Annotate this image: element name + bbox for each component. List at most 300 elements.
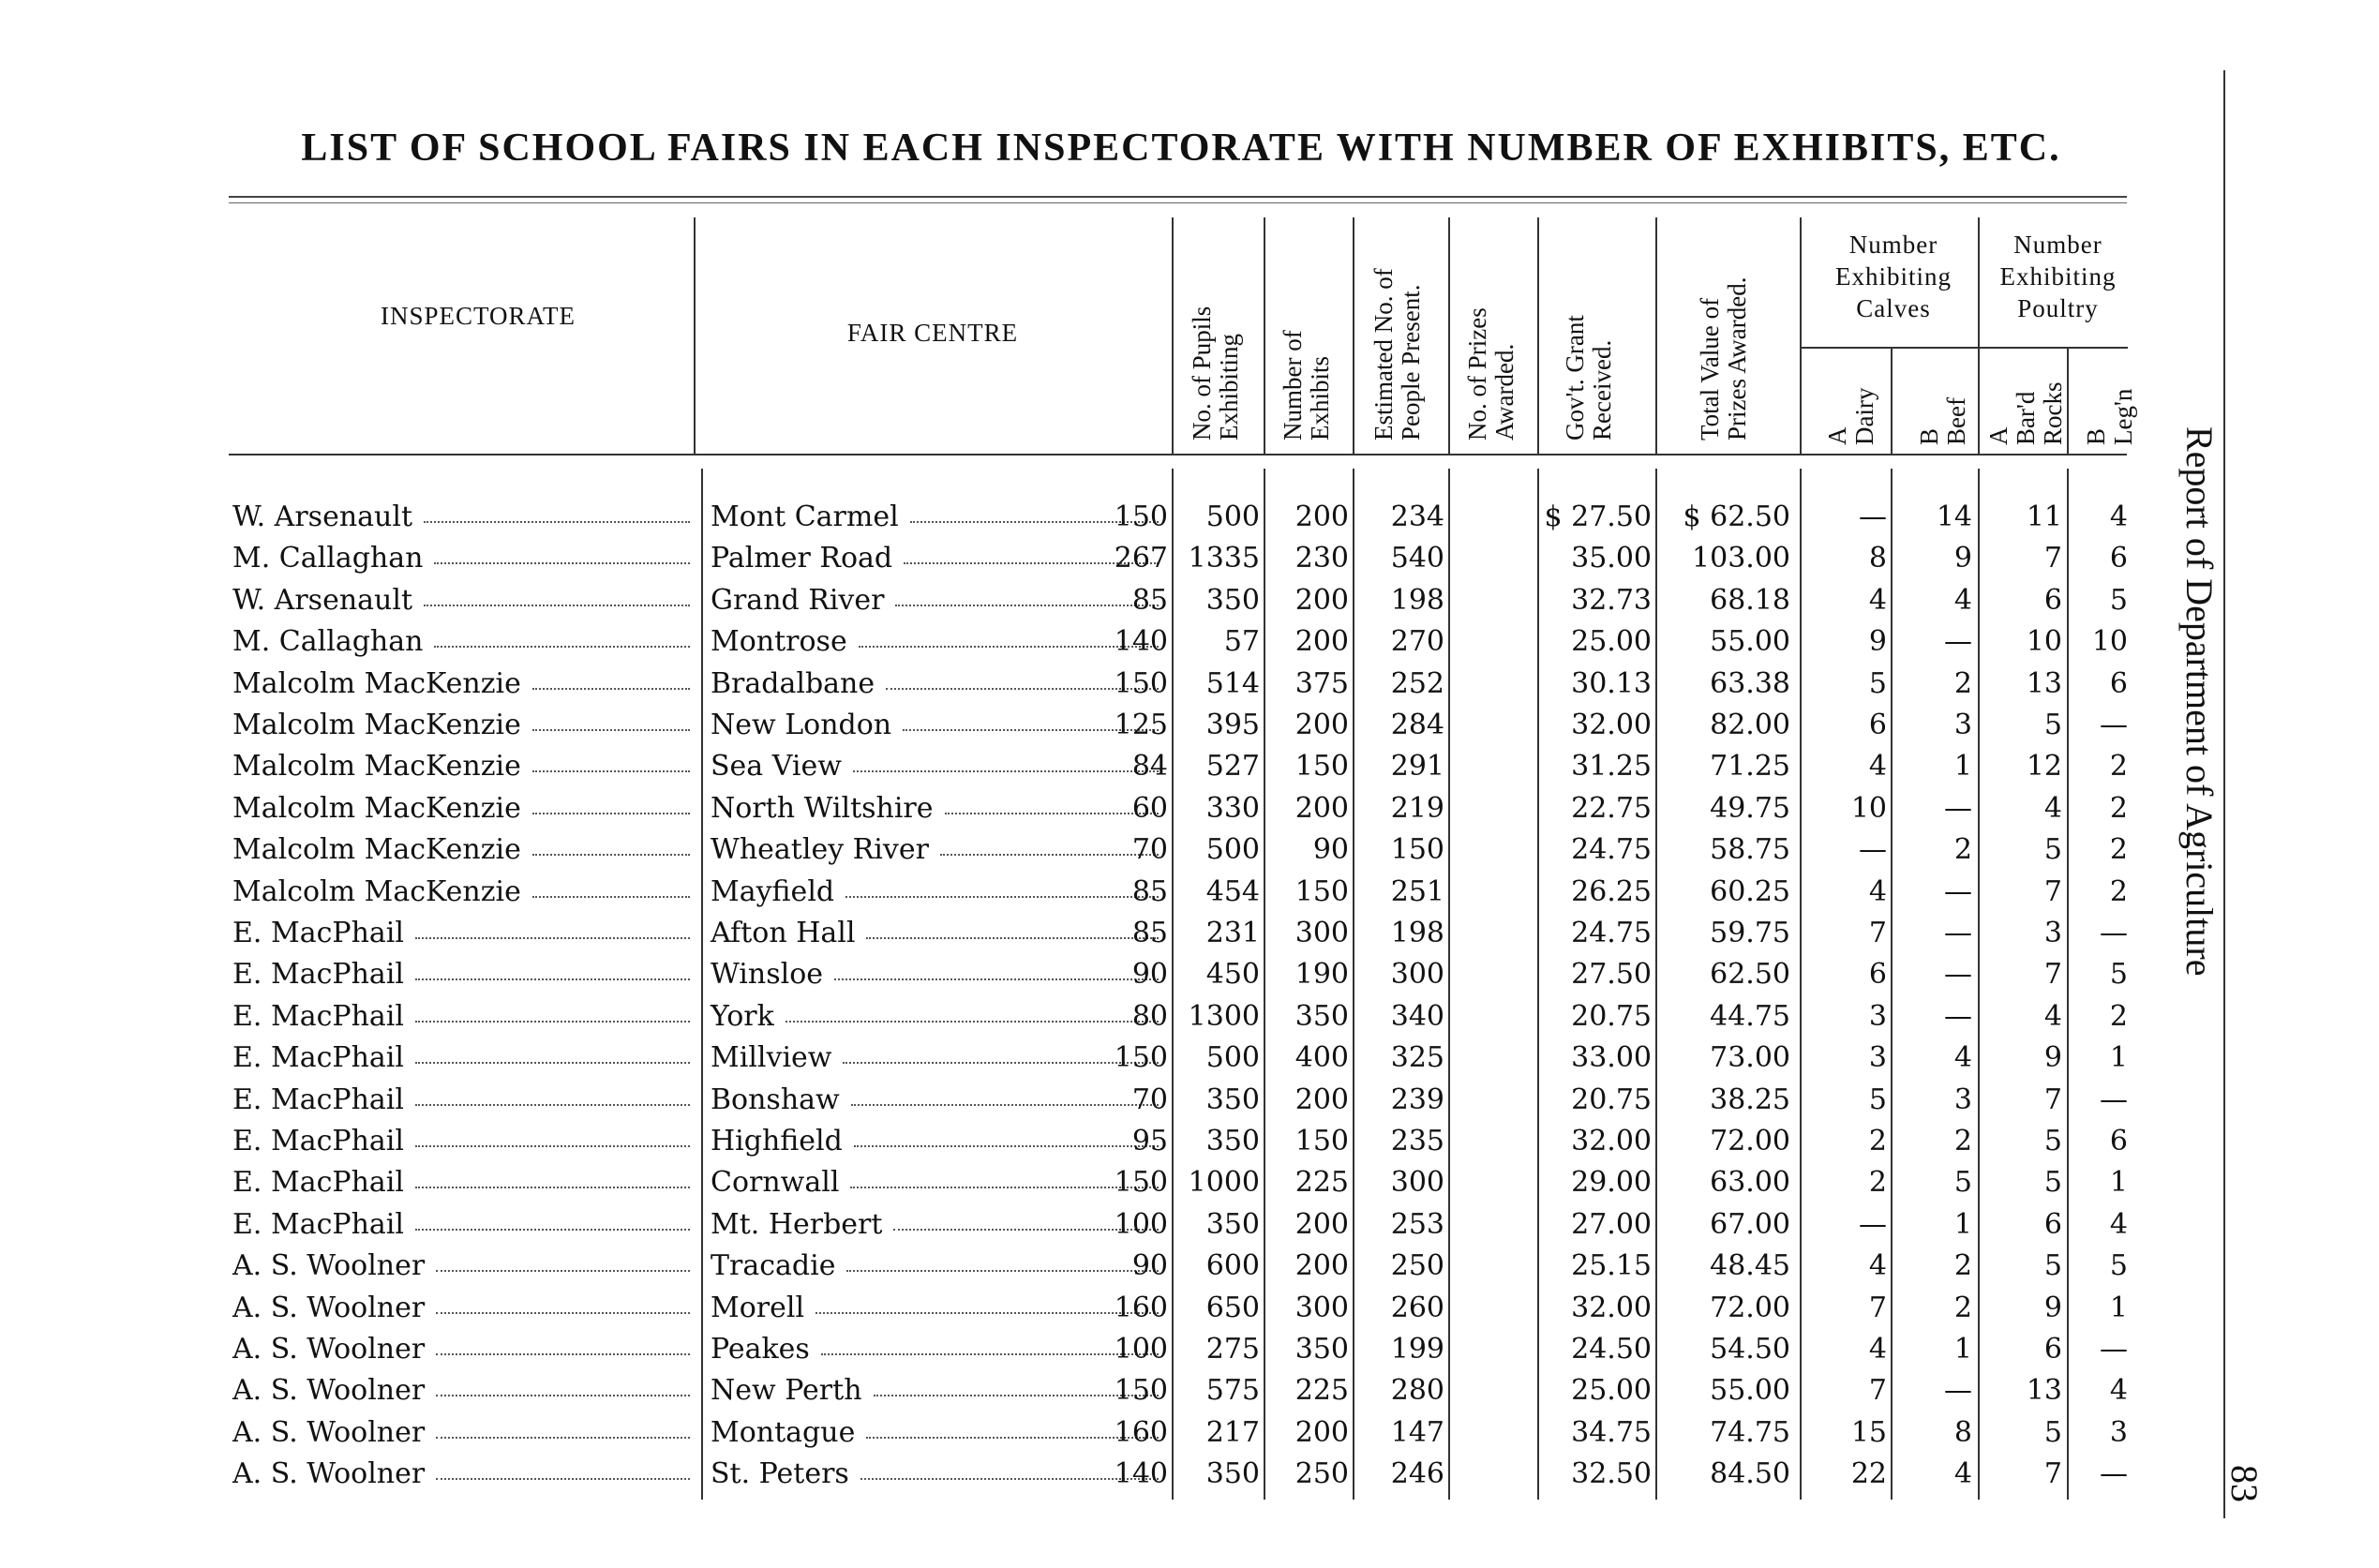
leader-dots [424,521,690,523]
leader-dots [415,1187,690,1188]
cell-pupils: 85 [1131,584,1168,617]
cell-dairy: 8 [1868,542,1887,575]
cell-inspectorate: Malcolm MacKenzie [232,667,521,700]
column-divider [1448,217,1450,454]
cell-exhibits: 350 [1205,1125,1260,1157]
cell-bard-rocks: 6 [2043,1208,2062,1241]
cell-exhibits: 454 [1205,875,1260,908]
cell-legn: 6 [2109,667,2128,700]
table-row [0,1119,2379,1160]
cell-legn: 5 [2109,584,2128,617]
cell-inspectorate: E. MacPhail [232,1000,404,1033]
cell-people: 200 [1294,1083,1349,1116]
cell-bard-rocks: 5 [2043,833,2062,866]
cell-exhibits: 231 [1205,917,1260,949]
cell-inspectorate: Malcolm MacKenzie [232,875,521,908]
cell-dairy: 2 [1868,1166,1887,1199]
header-bottom-rule [229,454,2127,455]
cell-grant: 32.73 [1571,584,1652,617]
cell-total-value: 62.50 [1710,958,1790,991]
cell-legn: — [2100,1083,2128,1116]
header-total-value: Total Value of Prizes Awarded. [1696,276,1751,441]
cell-bard-rocks: 5 [2043,709,2062,741]
cell-prizes: 540 [1390,542,1444,575]
leader-dots [940,854,1159,856]
leader-dots [415,1062,690,1064]
leader-dots [436,1478,690,1480]
cell-prizes: 300 [1390,1166,1444,1199]
header-exhibits: Number of Exhibits [1279,330,1334,441]
cell-exhibits: 350 [1205,1083,1260,1116]
cell-fair-centre: Bonshaw [711,1083,840,1116]
header-grant: Gov't. Grant Received. [1561,315,1616,441]
column-divider [2067,349,2069,454]
cell-prizes: 234 [1390,500,1444,533]
header-people: Estimated No. of People Present. [1369,268,1425,441]
cell-grant: 25.15 [1571,1249,1652,1282]
cell-beef: 2 [1953,1292,1972,1324]
leader-dots [866,937,1159,939]
cell-people: 300 [1294,917,1349,949]
cell-inspectorate: E. MacPhail [232,1041,404,1074]
cell-people: 200 [1294,584,1349,617]
cell-people: 200 [1294,1208,1349,1241]
cell-beef: — [1944,1000,1972,1033]
cell-dairy: 6 [1868,958,1887,991]
cell-inspectorate: E. MacPhail [232,1208,404,1241]
leader-dots [532,854,690,856]
cell-grant: 25.00 [1571,1374,1652,1407]
cell-prizes: 219 [1390,792,1444,825]
cell-legn: — [2100,917,2128,949]
cell-exhibits: 1000 [1188,1166,1260,1199]
table-row [0,703,2379,744]
cell-bard-rocks: 9 [2043,1041,2062,1074]
cell-beef: — [1944,875,1972,908]
cell-pupils: 80 [1131,1000,1168,1033]
cell-dairy: 7 [1868,917,1887,949]
cell-inspectorate: A. S. Woolner [232,1292,426,1324]
cell-beef: — [1944,958,1972,991]
cell-beef: 2 [1953,833,1972,866]
leader-dots [854,1145,1159,1147]
column-divider [1891,349,1893,454]
table-row [0,536,2379,577]
cell-exhibits: 500 [1205,833,1260,866]
cell-prizes: 239 [1390,1083,1444,1116]
cell-pupils: 100 [1114,1333,1168,1366]
cell-beef: 1 [1953,1333,1972,1366]
table-row [0,994,2379,1036]
table-row [0,828,2379,869]
cell-inspectorate: M. Callaghan [232,542,424,575]
cell-legn: 1 [2109,1292,2128,1324]
cell-prizes: 198 [1390,917,1444,949]
cell-bard-rocks: 13 [2026,667,2062,700]
cell-people: 225 [1294,1166,1349,1199]
cell-grant: 29.00 [1571,1166,1652,1199]
cell-beef: 5 [1953,1166,1972,1199]
table-row [0,870,2379,911]
cell-beef: 4 [1953,1457,1972,1490]
cell-bard-rocks: 12 [2026,750,2062,783]
cell-dairy: 4 [1868,1249,1887,1282]
cell-inspectorate: Malcolm MacKenzie [232,750,521,783]
cell-exhibits: 395 [1205,709,1260,741]
cell-pupils: 150 [1114,667,1168,700]
cell-exhibits: 500 [1205,500,1260,533]
cell-dairy: 5 [1868,1083,1887,1116]
cell-prizes: 270 [1390,625,1444,658]
cell-beef: 3 [1953,1083,1972,1116]
cell-grant: 32.00 [1571,709,1652,741]
cell-prizes: 199 [1390,1333,1444,1366]
cell-inspectorate: W. Arsenault [232,500,412,533]
cell-legn: 2 [2109,792,2128,825]
cell-people: 300 [1294,1292,1349,1324]
cell-inspectorate: W. Arsenault [232,584,412,617]
cell-fair-centre: Grand River [711,584,885,617]
cell-pupils: 85 [1131,917,1168,949]
page-title: LIST OF SCHOOL FAIRS IN EACH INSPECTORATE WITH NUMBER OF EXHIBITS, ETC. [301,127,2061,170]
cell-people: 230 [1294,542,1349,575]
cell-grant: 26.25 [1571,875,1652,908]
cell-dairy: 6 [1868,709,1887,741]
cell-bard-rocks: 7 [2043,958,2062,991]
cell-beef: 2 [1953,667,1972,700]
cell-fair-centre: Highfield [711,1125,843,1157]
cell-people: 200 [1294,709,1349,741]
cell-pupils: 150 [1114,1166,1168,1199]
column-divider [1978,217,1980,454]
cell-beef: 2 [1953,1125,1972,1157]
cell-bard-rocks: 7 [2043,1457,2062,1490]
cell-beef: 8 [1953,1416,1972,1449]
table-row [0,1036,2379,1077]
cell-fair-centre: Tracadie [711,1249,836,1282]
cell-legn: 5 [2109,958,2128,991]
cell-exhibits: 57 [1223,625,1260,658]
cell-people: 90 [1312,833,1349,866]
cell-bard-rocks: 5 [2043,1125,2062,1157]
cell-bard-rocks: 10 [2026,625,2062,658]
header-calves-group: Number Exhibiting Calves [1835,231,1952,322]
cell-beef: 2 [1953,1249,1972,1282]
column-divider [694,217,696,454]
table-row [0,1244,2379,1285]
cell-beef: 1 [1953,750,1972,783]
table-row [0,1368,2379,1410]
cell-fair-centre: Afton Hall [711,917,856,949]
cell-people: 150 [1294,750,1349,783]
cell-total-value: 59.75 [1710,917,1790,949]
cell-exhibits: 1300 [1188,1000,1260,1033]
cell-exhibits: 350 [1205,1457,1260,1490]
cell-dairy: 10 [1850,792,1887,825]
cell-total-value: 103.00 [1692,542,1790,575]
cell-bard-rocks: 7 [2043,542,2062,575]
leader-dots [532,770,690,772]
column-divider [1800,217,1802,454]
cell-bard-rocks: 9 [2043,1292,2062,1324]
cell-grant: 27.50 [1571,958,1652,991]
cell-total-value: 38.25 [1710,1083,1790,1116]
leader-dots [436,1353,690,1355]
cell-exhibits: 450 [1205,958,1260,991]
cell-pupils: 125 [1114,709,1168,741]
cell-beef: — [1944,625,1972,658]
column-divider [1353,217,1354,454]
cell-fair-centre: Morell [711,1292,805,1324]
cell-dairy: 4 [1868,584,1887,617]
cell-inspectorate: E. MacPhail [232,1083,404,1116]
leader-dots [853,770,1159,772]
cell-bard-rocks: 5 [2043,1166,2062,1199]
cell-legn: 2 [2109,833,2128,866]
leader-dots [532,729,690,731]
cell-grant: 24.75 [1571,917,1652,949]
leader-dots [436,1437,690,1439]
cell-beef: 4 [1953,584,1972,617]
leader-dots [532,896,690,898]
cell-people: 250 [1294,1457,1349,1490]
column-divider [1537,217,1539,454]
cell-people: 150 [1294,1125,1349,1157]
cell-exhibits: 575 [1205,1374,1260,1407]
cell-people: 200 [1294,792,1349,825]
cell-fair-centre: Peakes [711,1333,810,1366]
margin-rule [2223,70,2225,1518]
leader-dots [415,937,690,939]
group-rule-poultry [1980,347,2128,349]
cell-people: 190 [1294,958,1349,991]
cell-inspectorate: A. S. Woolner [232,1457,426,1490]
cell-total-value: 73.00 [1710,1041,1790,1074]
cell-grant: 30.13 [1571,667,1652,700]
table-row [0,578,2379,620]
cell-prizes: 340 [1390,1000,1444,1033]
cell-dairy: 7 [1868,1374,1887,1407]
cell-exhibits: 350 [1205,584,1260,617]
table-row [0,1286,2379,1327]
cell-dairy: — [1859,500,1887,533]
table-row [0,1411,2379,1452]
cell-pupils: 150 [1114,500,1168,533]
cell-inspectorate: A. S. Woolner [232,1249,426,1282]
cell-total-value: 82.00 [1710,709,1790,741]
cell-exhibits: 1335 [1188,542,1260,575]
table-row [0,952,2379,993]
cell-legn: 4 [2109,1208,2128,1241]
top-rule [229,196,2127,198]
cell-legn: 6 [2109,542,2128,575]
leader-dots [532,813,690,814]
leader-dots [415,1145,690,1147]
cell-legn: 2 [2109,875,2128,908]
column-divider [1655,217,1657,454]
cell-people: 150 [1294,875,1349,908]
cell-prizes: 251 [1390,875,1444,908]
leader-dots [424,605,690,606]
cell-beef: 4 [1953,1041,1972,1074]
table-row [0,1078,2379,1119]
cell-prizes: 250 [1390,1249,1444,1282]
cell-pupils: 85 [1131,875,1168,908]
cell-fair-centre: Sea View [711,750,842,783]
leader-dots [945,813,1159,814]
cell-grant: 20.75 [1571,1000,1652,1033]
cell-legn: 3 [2109,1416,2128,1449]
cell-inspectorate: A. S. Woolner [232,1374,426,1407]
cell-prizes: 235 [1390,1125,1444,1157]
cell-bard-rocks: 4 [2043,1000,2062,1033]
leader-dots [532,688,690,690]
cell-pupils: 160 [1114,1292,1168,1324]
cell-fair-centre: New London [711,709,892,741]
cell-bard-rocks: 4 [2043,792,2062,825]
cell-fair-centre: North Wiltshire [711,792,934,825]
cell-dairy: 15 [1850,1416,1887,1449]
cell-inspectorate: M. Callaghan [232,625,424,658]
leader-dots [415,1229,690,1231]
cell-grant: 35.00 [1571,542,1652,575]
cell-people: 200 [1294,1416,1349,1449]
table-row [0,1202,2379,1244]
cell-legn: 6 [2109,1125,2128,1157]
cell-grant: 34.75 [1571,1416,1652,1449]
cell-total-value: 67.00 [1710,1208,1790,1241]
cell-prizes: 147 [1390,1416,1444,1449]
cell-dairy: 3 [1868,1041,1887,1074]
leader-dots [851,1104,1159,1106]
cell-people: 200 [1294,625,1349,658]
cell-grant: 32.50 [1571,1457,1652,1490]
cell-fair-centre: Winsloe [711,958,824,991]
table-row [0,662,2379,703]
header-legn: B Leg'n [2082,388,2137,445]
cell-bard-rocks: 11 [2026,500,2062,533]
cell-fair-centre: St. Peters [711,1457,849,1490]
cell-pupils: 150 [1114,1041,1168,1074]
leader-dots [415,978,690,980]
cell-grant: 24.75 [1571,833,1652,866]
cell-total-value: 48.45 [1710,1249,1790,1282]
header-dairy: A Dairy [1823,387,1878,445]
cell-total-value: 49.75 [1710,792,1790,825]
leader-dots [834,978,1159,980]
cell-pupils: 140 [1114,625,1168,658]
cell-prizes: 198 [1390,584,1444,617]
cell-pupils: 100 [1114,1208,1168,1241]
leader-dots [843,1062,1159,1064]
cell-beef: — [1944,917,1972,949]
cell-pupils: 90 [1131,1249,1168,1282]
table-row [0,744,2379,785]
cell-inspectorate: E. MacPhail [232,917,404,949]
cell-total-value: 63.00 [1710,1166,1790,1199]
cell-pupils: 140 [1114,1457,1168,1490]
cell-dairy: 3 [1868,1000,1887,1033]
cell-prizes: 300 [1390,958,1444,991]
leader-dots [786,1021,1159,1023]
cell-legn: — [2100,709,2128,741]
cell-total-value: 60.25 [1710,875,1790,908]
cell-fair-centre: New Perth [711,1374,862,1407]
running-head: Report of Department of Agriculture [2178,426,2221,977]
cell-legn: 4 [2109,1374,2128,1407]
leader-dots [815,1312,1159,1314]
cell-exhibits: 527 [1205,750,1260,783]
cell-total-value: 44.75 [1710,1000,1790,1033]
column-divider [1172,217,1174,454]
cell-inspectorate: A. S. Woolner [232,1416,426,1449]
cell-fair-centre: Cornwall [711,1166,840,1199]
header-pupils: No. of Pupils Exhibiting [1188,306,1243,441]
cell-bard-rocks: 5 [2043,1249,2062,1282]
header-prizes: No. of Prizes Awarded. [1463,307,1519,441]
group-rule-calves [1802,347,1980,349]
cell-dairy: 4 [1868,750,1887,783]
cell-exhibits: 217 [1205,1416,1260,1449]
cell-pupils: 60 [1131,792,1168,825]
cell-dairy: 2 [1868,1125,1887,1157]
table-row [0,495,2379,536]
cell-prizes: 291 [1390,750,1444,783]
header-beef: B Beef [1915,397,1970,445]
cell-total-value: 72.00 [1710,1292,1790,1324]
cell-legn: 1 [2109,1041,2128,1074]
cell-grant: 32.00 [1571,1292,1652,1324]
cell-legn: 10 [2091,625,2128,658]
table-row [0,1452,2379,1493]
cell-grant: 32.00 [1571,1125,1652,1157]
cell-dairy: 22 [1850,1457,1887,1490]
cell-legn: 4 [2109,500,2128,533]
header-fair-centre: FAIR CENTRE [846,319,1019,347]
cell-grant: 22.75 [1571,792,1652,825]
leader-dots [895,605,1159,606]
cell-beef: — [1944,792,1972,825]
cell-bard-rocks: 3 [2043,917,2062,949]
cell-total-value: 71.25 [1710,750,1790,783]
table-row [0,1160,2379,1202]
cell-exhibits: 275 [1205,1333,1260,1366]
cell-prizes: 280 [1390,1374,1444,1407]
cell-people: 350 [1294,1000,1349,1033]
cell-inspectorate: Malcolm MacKenzie [232,709,521,741]
cell-bard-rocks: 6 [2043,1333,2062,1366]
cell-total-value: 72.00 [1710,1125,1790,1157]
cell-prizes: 325 [1390,1041,1444,1074]
cell-people: 200 [1294,500,1349,533]
cell-grant: 33.00 [1571,1041,1652,1074]
cell-people: 225 [1294,1374,1349,1407]
cell-bard-rocks: 6 [2043,584,2062,617]
cell-inspectorate: E. MacPhail [232,1125,404,1157]
table-row [0,620,2379,661]
header-inspectorate: INSPECTORATE [380,302,576,330]
cell-exhibits: 500 [1205,1041,1260,1074]
cell-people: 375 [1294,667,1349,700]
cell-inspectorate: E. MacPhail [232,958,404,991]
cell-beef: 14 [1936,500,1972,533]
cell-total-value: 55.00 [1710,625,1790,658]
cell-bard-rocks: 7 [2043,875,2062,908]
cell-fair-centre: Wheatley River [711,833,929,866]
cell-dairy: 9 [1868,625,1887,658]
cell-total-value: 68.18 [1710,584,1790,617]
cell-pupils: 267 [1114,542,1168,575]
